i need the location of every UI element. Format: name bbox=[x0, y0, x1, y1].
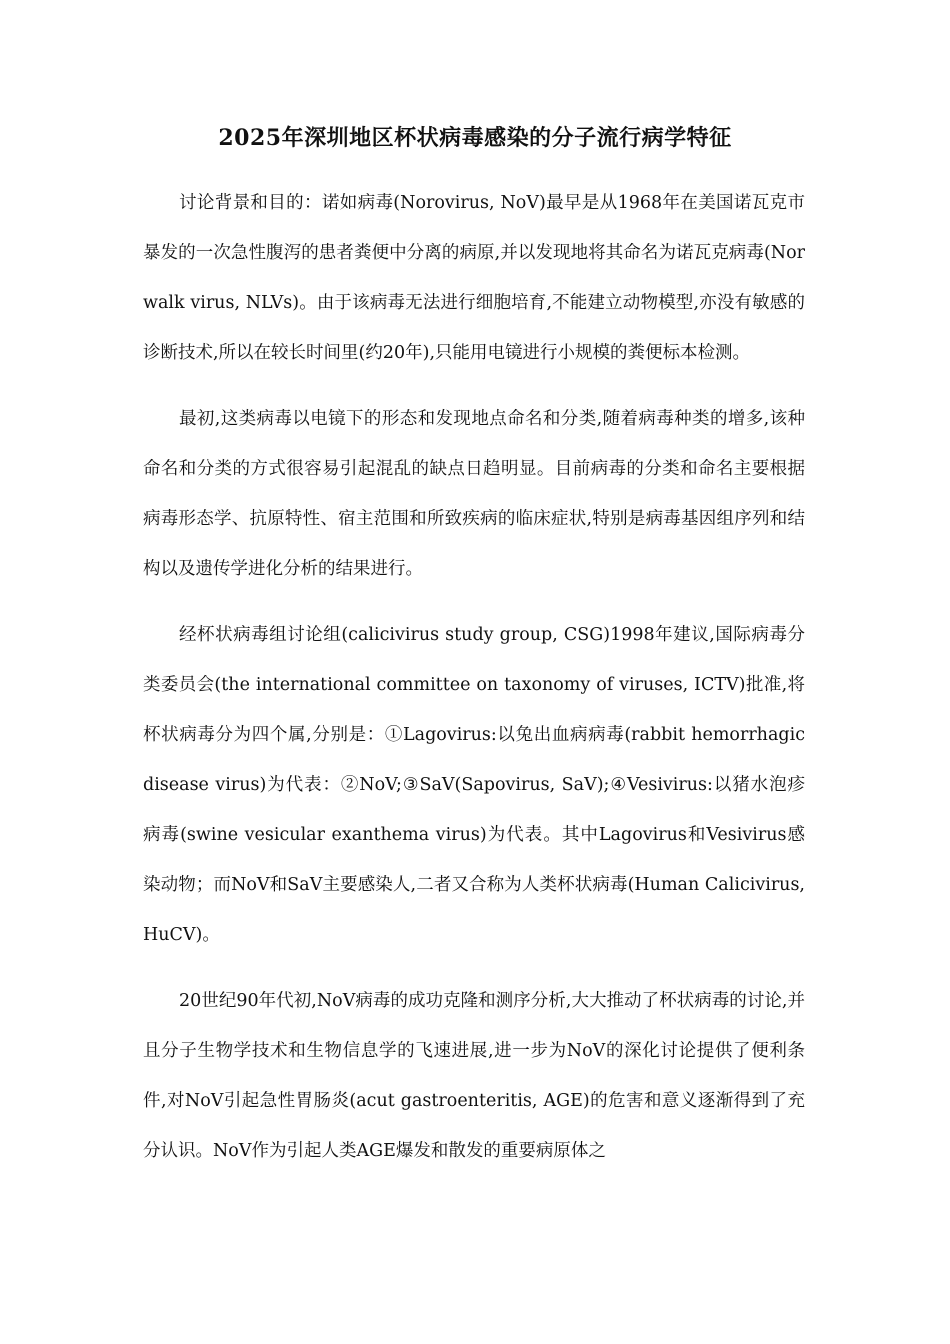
document-title: 2025年深圳地区杯状病毒感染的分子流行病学特征 bbox=[218, 125, 732, 151]
paragraph-naming: 最初,这类病毒以电镜下的形态和发现地点命名和分类,随着病毒种类的增多,该种命名和分类的方式很容易引起混乱的缺点日趋明显。目前病毒的分类和命名主要根据病毒形态学、抗原特性、宿主范围和所致疾病的临床症状,特别是病毒基因组序列和结构以及遗传学进化分析的结果进行。 bbox=[143, 409, 805, 579]
paragraph-background: 讨论背景和目的：诺如病毒(Norovirus, NoV)最早是从1968年在美国诺瓦克市暴发的一次急性腹泻的患者粪便中分离的病原,并以发现地将其命名为诺瓦克病毒(Norwalk virus, NLVs)。由于该病毒无法进行细胞培育,不能建立动物模型,亦没有敏感的诊断技术,所以在较长时间里(约20年),只能用电镜进行小规模的粪便标本检测。 bbox=[143, 193, 805, 363]
paragraph-classification: 经杯状病毒组讨论组(calicivirus study group, CSG)1998年建议,国际病毒分类委员会(the international committee on taxonomy of viruses, ICTV)批准,将杯状病毒分为四个属,分别是：①Lagovirus:以兔出血病病毒(rabbit hemorrhagic disease virus)为代表：②NoV;③SaV(Sapovirus, SaV);④Vesivirus:以猪水泡疹病毒(swine vesicular exanthema virus)为代表。其中Lagovirus和Vesivirus感染动物；而NoV和SaV主要感染人,二者又合称为人类杯状病毒(Human Calicivirus, HuCV)。 bbox=[143, 625, 805, 945]
document-body bbox=[143, 178, 805, 1192]
paragraph-research-progress: 20世纪90年代初,NoV病毒的成功克隆和测序分析,大大推动了杯状病毒的讨论,并且分子生物学技术和生物信息学的飞速进展,进一步为NoV的深化讨论提供了便利条件,对NoV引起急性胃肠炎(acut gastroenteritis, AGE)的危害和意义逐渐得到了充分认识。NoV作为引起人类AGE爆发和散发的重要病原体之 bbox=[143, 991, 805, 1161]
